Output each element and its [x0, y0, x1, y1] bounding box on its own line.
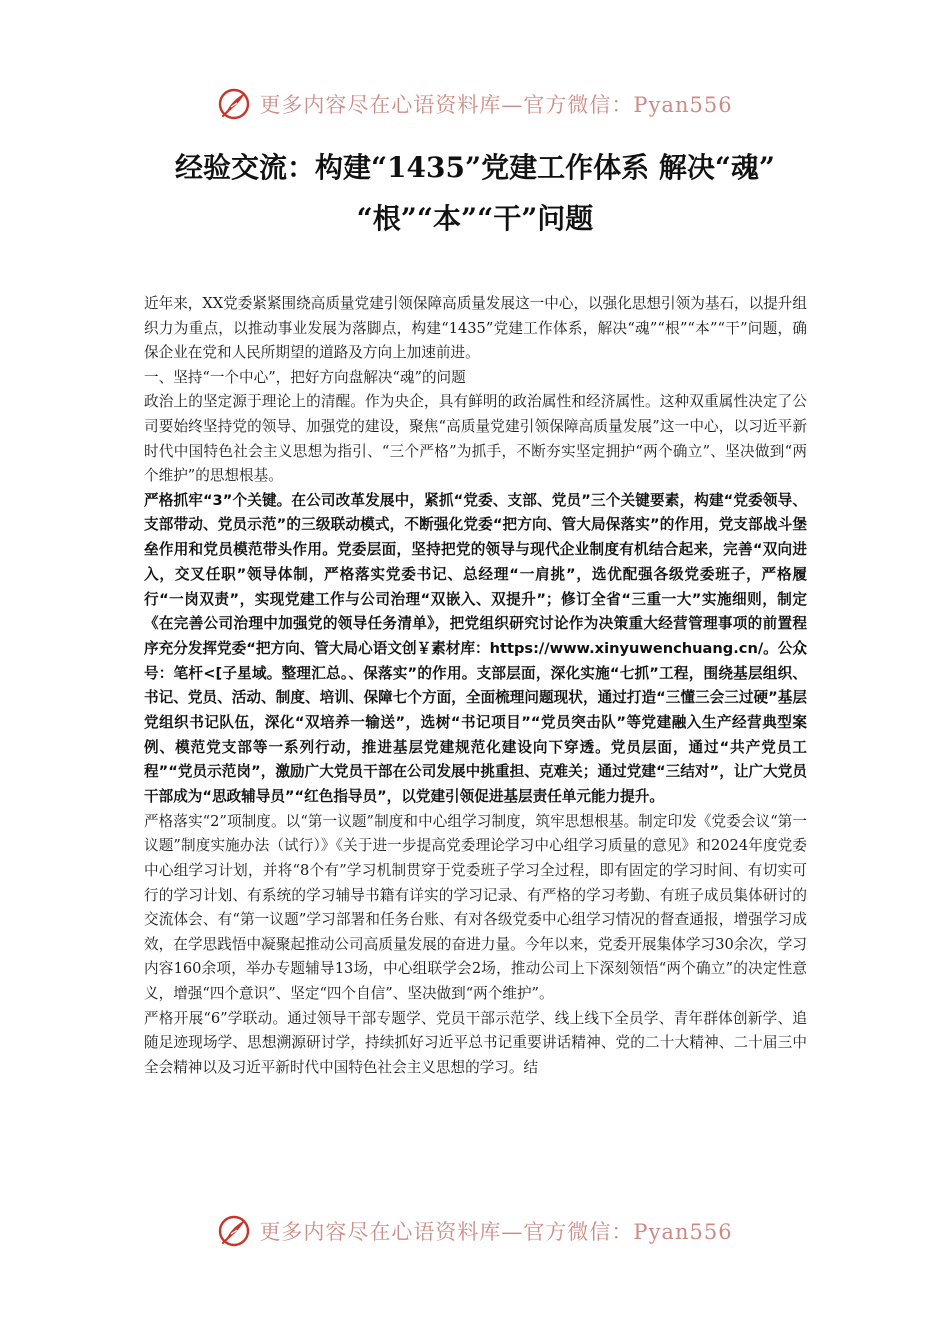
- article-body: [144, 292, 807, 1080]
- paragraph-three-keys: 严格抓牢“3”个关键。在公司改革发展中，紧抓“党委、支部、党员”三个关键要素，构建“党委领导、支部带动、党员示范”的三级联动模式，不断强化党委“把方向、管大局保落实”的作用，党支部战斗堡垒作用和党员模范带头作用。党委层面，坚持把党的领导与现代企业制度有机结合起来，完善“双向进入，交叉任职”领导体制，严格落实党委书记、总经理“一肩挑”，选优配强各级党委班子，严格履行“一岗双责”，实现党建工作与公司治理“双嵌入、双提升”；修订全省“三重一大”实施细则，制定《在完善公司治理中加强党的领导任务清单》，把党组织研究讨论作为决策重大经营管理事项的前置程序充分发挥党委“把方向、管大局心语文创￥素材库：https://www.xinyuwenchuang.cn/。公众号：笔杆<[子星域。整理汇总。、保落实”的作用。支部层面，深化实施“七抓”工程，围绕基层组织、书记、党员、活动、制度、培训、保障七个方面，全面梳理问题现状，通过打造“三懂三会三过硬”基层党组织书记队伍，深化“双培养一输送”，选树“书记项目”“党员突击队”等党建融入生产经营典型案例、模范党支部等一系列行动，推进基层党建规范化建设向下穿透。党员层面，通过“共产党员工程”“党员示范岗”，激励广大党员干部在公司发展中挑重担、克难关；通过党建“三结对”，让广大党员干部成为“思政辅导员”“红色指导员”，以党建引领促进基层责任单元能力提升。: [144, 491, 807, 806]
- page-title: [120, 142, 830, 244]
- paragraph-two-systems: 严格落实“2”项制度。以“第一议题”制度和中心组学习制度，筑牢思想根基。制定印发《党委会议“第一议题”制度实施办法（试行）》《关于进一步提高党委理论学习中心组学习质量的意见》和2024年度党委中心组学习计划，并将“8个有”学习机制贯穿于党委班子学习全过程，即有固定的学习时间、有切实可行的学习计划、有系统的学习辅导书籍有详实的学习记录、有严格的学习考勤、有班子成员集体研讨的交流体会、有“第一议题”学习部署和任务台账、有对各级党委中心组学习情况的督查通报，增强学习成效，在学思践悟中凝聚起推动公司高质量发展的奋进力量。今年以来，党委开展集体学习30余次，学习内容160余项，举办专题辅导13场，中心组联学会2场，推动公司上下深刻领悟“两个确立”的决定性意义，增强“四个意识”、坚定“四个自信”、坚决做到“两个维护”。: [144, 812, 807, 1003]
- title-line-1: 经验交流：构建“1435”党建工作体系 解决“魂”: [174, 151, 776, 184]
- footer-banner-text: 更多内容尽在心语资料库—官方微信：Pyan556: [259, 1220, 733, 1244]
- header-banner-text: 更多内容尽在心语资料库—官方微信：Pyan556: [259, 93, 733, 117]
- paragraph-political-firmness: 政治上的坚定源于理论上的清醒。作为央企，具有鲜明的政治属性和经济属性。这种双重属性决定了公司要始终坚持党的领导、加强党的建设，聚焦“高质量党建引领保障高质量发展”这一中心，以习近平新时代中国特色社会主义思想为指引、“三个严格”为抓手，不断夯实坚定拥护“两个确立”、坚决做到“两个维护”的思想根基。: [144, 393, 807, 485]
- section-heading-1: 一、坚持“一个中心”，把好方向盘解决“魂”的问题: [144, 368, 466, 386]
- feather-pen-logo-icon: [217, 87, 251, 121]
- header-banner[interactable]: [0, 84, 950, 124]
- feather-pen-logo-icon: [217, 1214, 251, 1248]
- title-line-2: “根”“本”“干”问题: [356, 202, 594, 235]
- intro-paragraph: 近年来，XX党委紧紧围绕高质量党建引领保障高质量发展这一中心，以强化思想引领为基石，以提升组织力为重点，以推动事业发展为落脚点，构建“1435”党建工作体系，解决“魂”“根”“本”“干”问题，确保企业在党和人民所期望的道路及方向上加速前进。: [144, 295, 807, 362]
- paragraph-six-learning: 严格开展“6”学联动。通过领导干部专题学、党员干部示范学、线上线下全员学、青年群体创新学、追随足迹现场学、思想溯源研讨学，持续抓好习近平总书记重要讲话精神、党的二十大精神、二十届三中全会精神以及习近平新时代中国特色社会主义思想的学习。结: [144, 1009, 807, 1076]
- footer-banner[interactable]: [0, 1211, 950, 1251]
